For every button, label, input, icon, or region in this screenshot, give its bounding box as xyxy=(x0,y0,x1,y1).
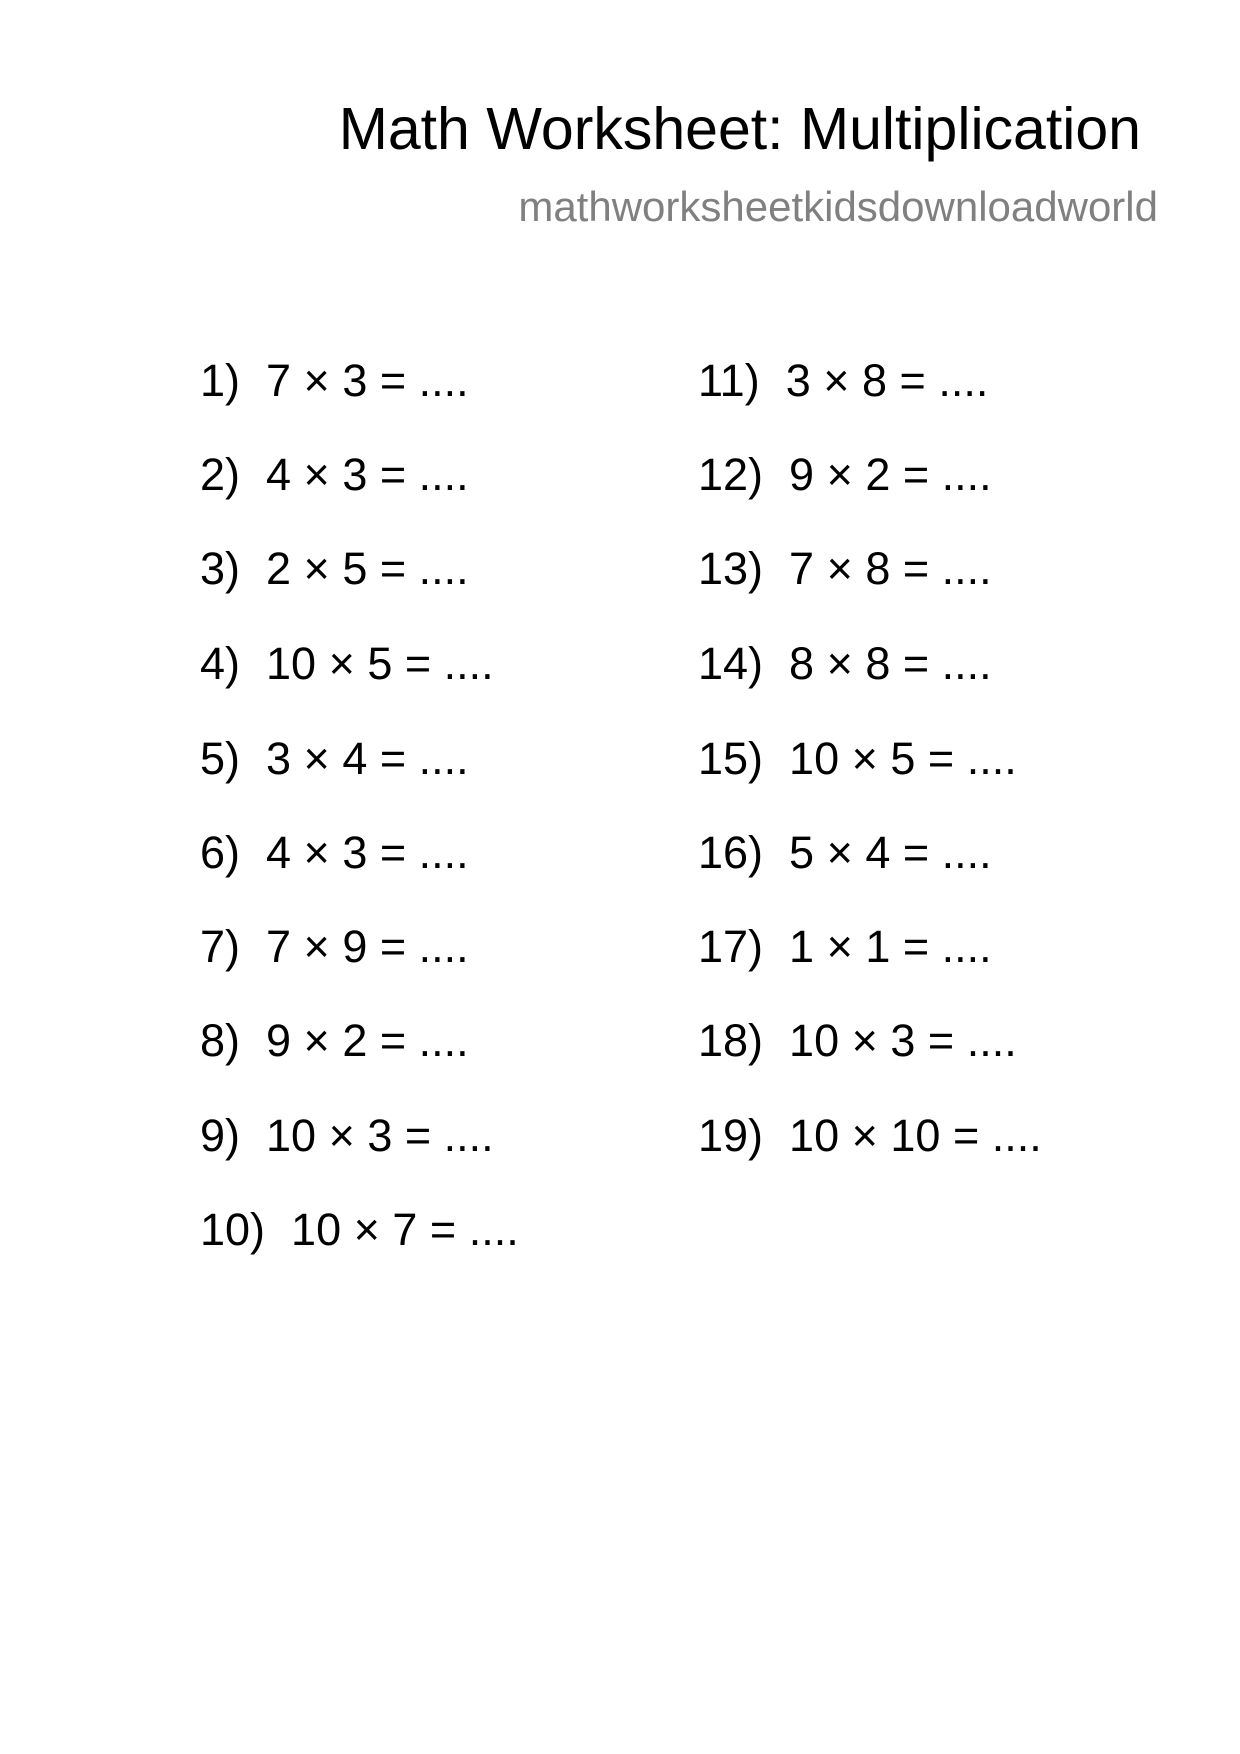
problem-number: 4) xyxy=(200,638,241,689)
problem-expression: 2 × 5 = .... xyxy=(266,543,469,594)
problem-item xyxy=(698,1110,1042,1161)
problem-item xyxy=(698,543,992,594)
problem-item xyxy=(698,921,992,972)
problem-number: 7) xyxy=(200,921,241,972)
problem-item xyxy=(200,1110,494,1161)
problem-number: 5) xyxy=(200,733,241,784)
problem-item xyxy=(698,827,992,878)
problem-expression: 10 × 5 = .... xyxy=(266,638,494,689)
problem-item xyxy=(698,733,1017,784)
problem-item xyxy=(698,449,992,500)
problem-expression: 5 × 4 = .... xyxy=(789,827,992,878)
problem-item xyxy=(200,355,469,406)
problem-item xyxy=(200,921,469,972)
problem-number: 18) xyxy=(698,1015,764,1066)
problem-expression: 10 × 3 = .... xyxy=(789,1015,1017,1066)
problem-item xyxy=(200,733,469,784)
problem-item xyxy=(698,355,989,406)
problem-number: 12) xyxy=(698,449,764,500)
problem-expression: 4 × 3 = .... xyxy=(266,827,469,878)
problem-item xyxy=(200,1015,469,1066)
problem-number: 19) xyxy=(698,1110,764,1161)
problem-expression: 7 × 8 = .... xyxy=(789,543,992,594)
problem-expression: 9 × 2 = .... xyxy=(266,1015,469,1066)
problem-item xyxy=(698,638,992,689)
problem-item xyxy=(698,1015,1017,1066)
problem-item xyxy=(200,827,469,878)
problem-expression: 3 × 8 = .... xyxy=(785,355,989,406)
problem-number: 13) xyxy=(698,543,764,594)
problem-number: 1) xyxy=(200,355,241,406)
problem-expression: 9 × 2 = .... xyxy=(789,449,992,500)
problem-expression: 7 × 9 = .... xyxy=(266,921,469,972)
problem-expression: 10 × 3 = .... xyxy=(266,1110,494,1161)
problem-item xyxy=(200,1204,519,1255)
page-subtitle: mathworksheetkidsdownloadworld xyxy=(518,183,1158,230)
problem-expression: 10 × 5 = .... xyxy=(789,733,1017,784)
problem-number: 14) xyxy=(698,638,764,689)
problem-item xyxy=(200,543,469,594)
problem-expression: 8 × 8 = .... xyxy=(789,638,992,689)
problem-number: 2) xyxy=(200,449,241,500)
problem-number: 8) xyxy=(200,1015,241,1066)
problem-number: 6) xyxy=(200,827,241,878)
problem-item xyxy=(200,638,494,689)
problem-expression: 3 × 4 = .... xyxy=(266,733,469,784)
problem-number: 10) xyxy=(200,1204,266,1255)
problem-number: 9) xyxy=(200,1110,241,1161)
problem-expression: 10 × 10 = .... xyxy=(789,1110,1042,1161)
problem-number: 17) xyxy=(698,921,764,972)
problem-number: 15) xyxy=(698,733,764,784)
page-title: Math Worksheet: Multiplication xyxy=(338,96,1141,162)
problem-expression: 1 × 1 = .... xyxy=(789,921,992,972)
problem-item xyxy=(200,449,469,500)
problem-number: 16) xyxy=(698,827,764,878)
problem-number: 3) xyxy=(200,543,241,594)
problem-number: 11) xyxy=(698,355,760,406)
problem-expression: 10 × 7 = .... xyxy=(291,1204,519,1255)
problem-expression: 4 × 3 = .... xyxy=(266,449,469,500)
problem-expression: 7 × 3 = .... xyxy=(266,355,469,406)
